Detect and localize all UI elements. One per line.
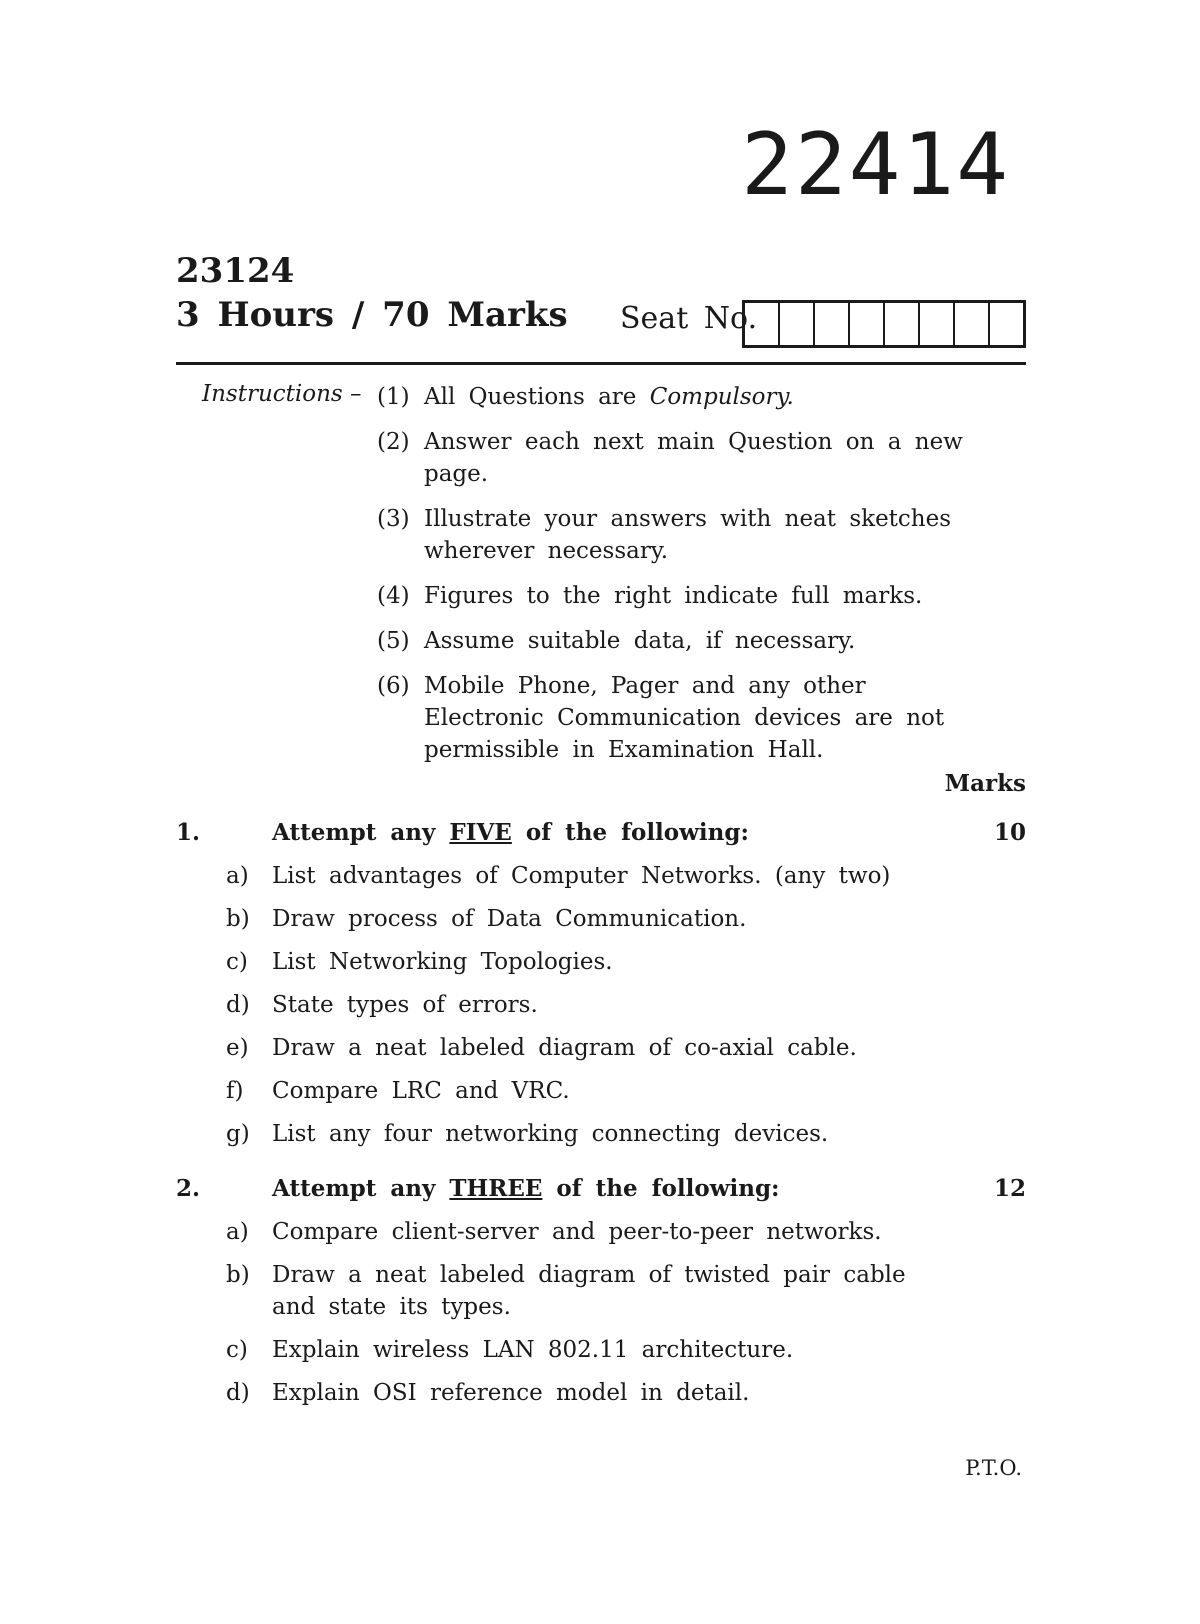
sub-question [176,1118,1026,1150]
seat-number-box [920,303,955,345]
sub-question [176,1216,1026,1248]
question-marks: 12 [993,1175,1026,1202]
seat-number-box [815,303,850,345]
question-title-start: Attempt any [272,819,450,846]
instruction-text-plain: All Questions are [424,384,650,410]
instruction-text-plain: Assume suitable data, if necessary. [424,628,856,654]
seat-number-boxes [742,300,1026,348]
sub-question-letter: e) [226,1035,249,1061]
sub-question-text: Compare client-server and peer-to-peer networks. [272,1219,882,1245]
question-number: 1. [176,819,201,846]
sub-question-letter: g) [226,1121,250,1147]
sub-question-list [176,860,1026,1150]
marks-column-heading: Marks [944,770,1026,797]
question-title-start: Attempt any [272,1175,450,1202]
sub-question-text: Compare LRC and VRC. [272,1078,570,1104]
question-marks: 10 [993,819,1026,846]
sub-question-letter: a) [226,863,249,889]
instruction-text [424,503,997,567]
exam-code: 23124 [176,251,295,291]
question-heading [176,818,1026,848]
instruction-text [424,426,997,490]
sub-question [176,1032,1026,1064]
sub-question [176,860,1026,892]
seat-number-box [745,303,780,345]
sub-question-letter: c) [226,1337,248,1363]
seat-number-box [780,303,815,345]
instruction-text-plain: Illustrate your answers with neat sketches wherever necessary. [424,506,952,564]
instruction-number: (1) [377,384,410,410]
instruction-item [377,580,997,612]
paper-code: 22414 [741,115,1010,215]
question-2 [176,1174,1026,1420]
instruction-item [377,625,997,657]
instruction-item [377,426,997,490]
sub-question-letter: d) [226,1380,250,1406]
sub-question-text: Draw a neat labeled diagram of twisted pair cable and state its types. [272,1262,906,1320]
sub-question [176,989,1026,1021]
instruction-text [424,625,997,657]
seat-number-box [990,303,1023,345]
instructions-list [377,381,997,779]
duration-marks: 3 Hours / 70 Marks [176,295,568,335]
sub-question [176,946,1026,978]
sub-question-text: List Networking Topologies. [272,949,613,975]
sub-question-letter: b) [226,1262,250,1288]
instruction-number: (5) [377,628,410,654]
question-number: 2. [176,1175,201,1202]
question-title-end: of the following: [542,1175,780,1202]
sub-question [176,1259,1026,1323]
seat-number-box [955,303,990,345]
instruction-item [377,670,997,766]
instruction-text-plain: Answer each next main Question on a new page. [424,429,963,487]
instruction-text-emphasis: Compulsory. [649,384,794,410]
instruction-text [424,670,997,766]
instruction-text [424,580,997,612]
question-title-end: of the following: [511,819,749,846]
sub-question [176,1334,1026,1366]
sub-question-text: Draw process of Data Communication. [272,906,747,932]
instruction-number: (4) [377,583,410,609]
question-title-count: THREE [449,1175,543,1202]
instruction-item [377,503,997,567]
question-title-count: FIVE [449,819,512,846]
sub-question-letter: c) [226,949,248,975]
instruction-text-plain: Mobile Phone, Pager and any other Electronic Communication devices are not permissible in Examination Hall. [424,673,945,763]
instructions-label: Instructions – [202,381,362,407]
sub-question-text: Explain OSI reference model in detail. [272,1380,750,1406]
sub-question-text: List advantages of Computer Networks. (any two) [272,863,891,889]
sub-question-letter: a) [226,1219,249,1245]
sub-question-text: Explain wireless LAN 802.11 architecture. [272,1337,794,1363]
header-divider [176,362,1026,365]
sub-question-text: State types of errors. [272,992,538,1018]
instruction-number: (3) [377,506,410,532]
seat-number-box [885,303,920,345]
sub-question-letter: b) [226,906,250,932]
question-title [272,818,966,848]
instruction-text-plain: Figures to the right indicate full marks. [424,583,923,609]
instruction-text [424,381,997,413]
instruction-number: (6) [377,673,410,699]
seat-number-box [850,303,885,345]
please-turn-over: P.T.O. [965,1456,1022,1480]
seat-number-label: Seat No. [620,301,758,336]
sub-question-text: Draw a neat labeled diagram of co-axial cable. [272,1035,857,1061]
instruction-item [377,381,997,413]
sub-question-text: List any four networking connecting devices. [272,1121,829,1147]
question-title [272,1174,966,1204]
sub-question-letter: d) [226,992,250,1018]
instruction-number: (2) [377,429,410,455]
sub-question [176,1075,1026,1107]
sub-question-letter: f) [226,1078,244,1104]
sub-question [176,903,1026,935]
question-1 [176,818,1026,1161]
sub-question [176,1377,1026,1409]
question-heading [176,1174,1026,1204]
sub-question-list [176,1216,1026,1409]
